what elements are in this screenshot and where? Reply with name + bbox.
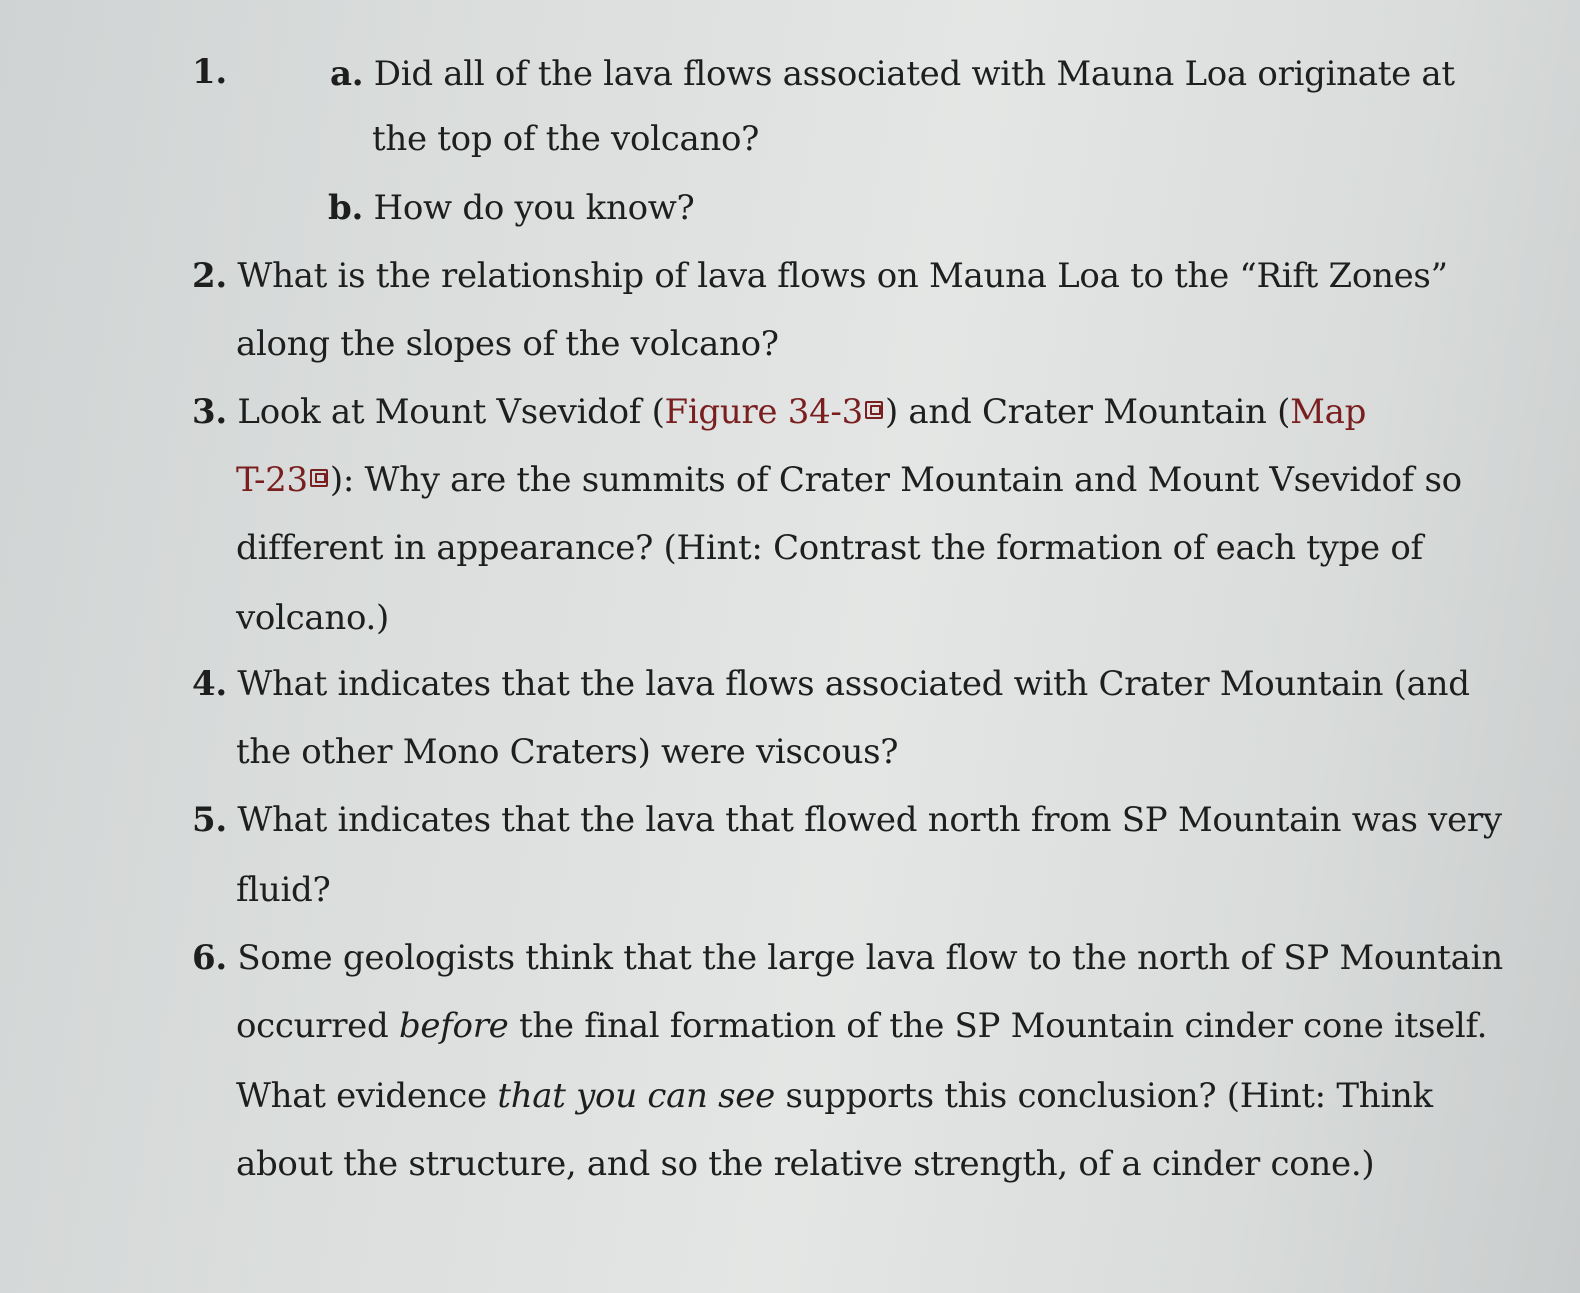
question-text: occurred — [236, 1006, 399, 1046]
question-4-line-2 — [236, 730, 898, 774]
question-text: What is the relationship of lava flows on Mauna Loa to the “Rift Zones” — [237, 256, 1448, 296]
question-text: supports this conclusion? (Hint: Think — [774, 1076, 1433, 1116]
part-letter: a. — [330, 54, 364, 94]
question-1a-line-2 — [372, 117, 759, 161]
question-3-line-3 — [236, 526, 1423, 570]
question-text: different in appearance? (Hint: Contrast the formation of each type of — [236, 528, 1423, 568]
question-text: Look at Mount Vsevidof ( — [237, 392, 665, 432]
question-4-line-1 — [192, 662, 1470, 706]
question-5-line-2 — [236, 868, 330, 912]
question-6-line-2 — [236, 1004, 1487, 1048]
question-6-line-1 — [192, 936, 1503, 980]
part-letter: b. — [328, 188, 364, 228]
question-number: 5. — [192, 800, 227, 840]
question-text: ) and Crater Mountain ( — [884, 392, 1291, 432]
question-text: fluid? — [236, 870, 331, 910]
question-text: volcano.) — [236, 598, 390, 638]
question-1 — [192, 50, 227, 94]
question-text: the other Mono Craters) were viscous? — [236, 732, 899, 772]
emphasis-text: that you can see — [497, 1076, 775, 1116]
question-number: 6. — [192, 938, 227, 978]
question-text: the final formation of the SP Mountain cinder cone itself. — [508, 1006, 1488, 1046]
figure-link[interactable]: Figure 34-3 — [664, 392, 863, 432]
question-text: Some geologists think that the large lava flow to the north of SP Mountain — [237, 938, 1503, 978]
question-text: along the slopes of the volcano? — [236, 324, 779, 364]
external-link-icon[interactable] — [310, 469, 328, 487]
external-link-icon[interactable] — [865, 401, 883, 419]
question-3-line-1 — [192, 390, 1366, 434]
question-text: the top of the volcano? — [372, 119, 760, 159]
question-6-line-3 — [236, 1074, 1433, 1118]
question-3-line-2 — [236, 458, 1462, 502]
question-3-line-4 — [236, 596, 389, 640]
question-number: 1. — [192, 52, 227, 92]
question-2-line-2 — [236, 322, 779, 366]
question-text: ): Why are the summits of Crater Mountain and Mount Vsevidof so — [329, 460, 1462, 500]
question-text: How do you know? — [373, 188, 695, 228]
question-text: What indicates that the lava flows associated with Crater Mountain (and — [237, 664, 1470, 704]
question-number: 3. — [192, 392, 227, 432]
question-text: What evidence — [236, 1076, 498, 1116]
question-6-line-4 — [236, 1142, 1374, 1186]
emphasis-text: before — [398, 1006, 509, 1046]
question-text: about the structure, and so the relative strength, of a cinder cone.) — [236, 1144, 1375, 1184]
question-text: Did all of the lava flows associated with Mauna Loa originate at — [373, 54, 1455, 94]
question-number: 2. — [192, 256, 227, 296]
question-1a-line-1 — [330, 52, 1455, 96]
question-5-line-1 — [192, 798, 1502, 842]
question-text: What indicates that the lava that flowed north from SP Mountain was very — [237, 800, 1502, 840]
question-2-line-1 — [192, 254, 1448, 298]
question-1b-line-1 — [328, 186, 695, 230]
map-link[interactable]: T-23 — [236, 460, 308, 500]
map-link[interactable]: Map — [1290, 392, 1367, 432]
question-number: 4. — [192, 664, 227, 704]
